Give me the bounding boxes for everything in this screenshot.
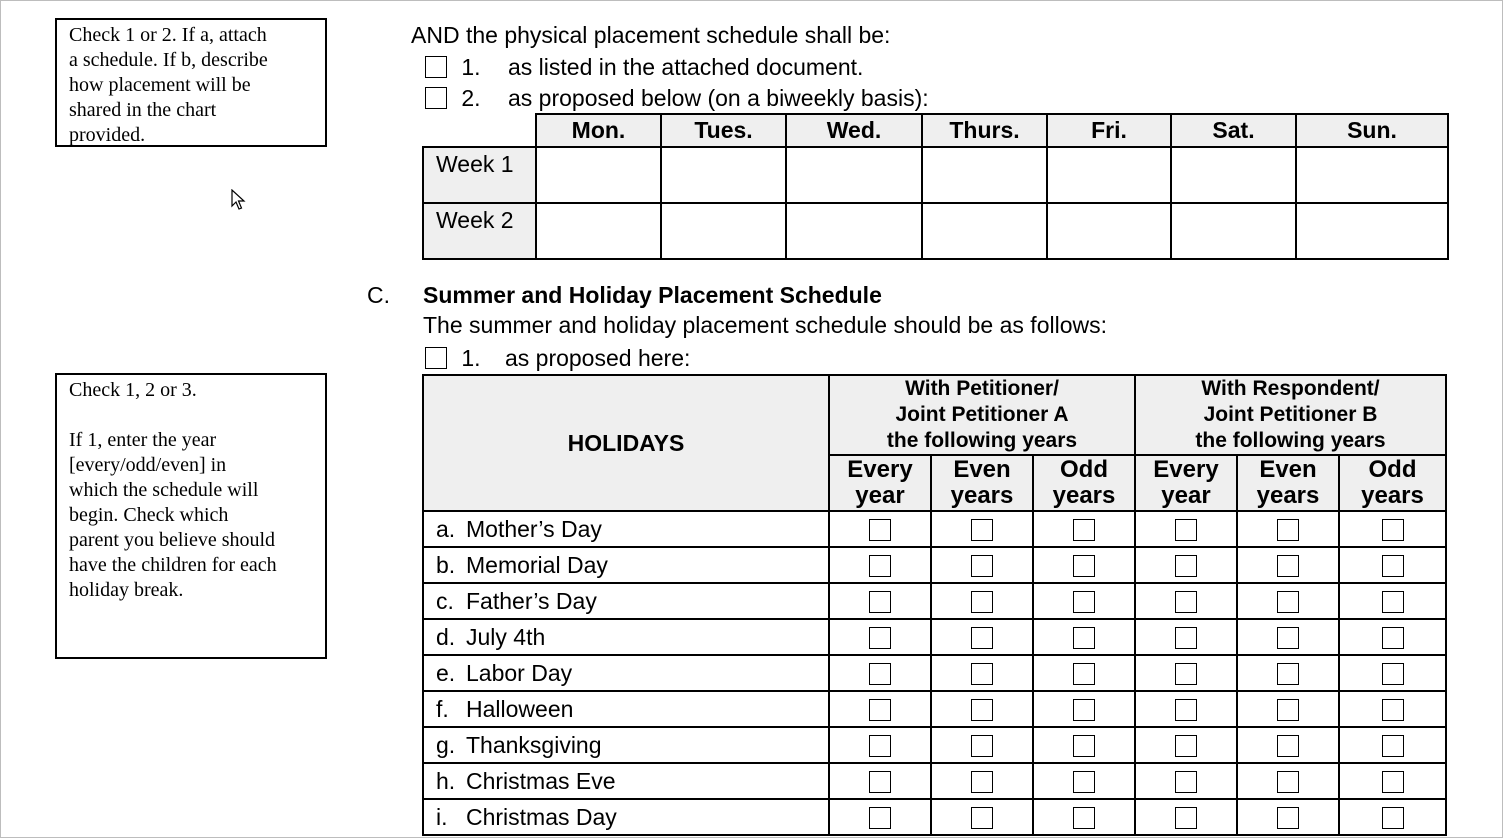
holiday-checkbox-cell [1135,727,1237,763]
holiday-name-cell [423,727,829,763]
physical-placement-intro: AND the physical placement schedule shall be: [411,22,891,48]
checkbox-even-years-b[interactable] [1277,627,1299,649]
holiday-row [423,547,1446,583]
schedule-cell[interactable] [536,203,661,259]
odd-years-header-a: Odd years [1033,455,1135,511]
checkbox-every-year-a[interactable] [869,735,891,757]
holiday-name: Christmas Eve [466,767,616,794]
holiday-checkbox-cell [931,727,1033,763]
holiday-checkbox-cell [1033,619,1135,655]
checkbox-odd-years-a[interactable] [1073,663,1095,685]
checkbox-odd-years-a[interactable] [1073,771,1095,793]
holiday-checkbox-cell [1033,583,1135,619]
checkbox-every-year-a[interactable] [869,807,891,829]
holiday-checkbox-cell [829,583,931,619]
holiday-row [423,655,1446,691]
holiday-checkbox-cell [931,583,1033,619]
holiday-checkbox-cell [1135,583,1237,619]
day-header: Thurs. [922,114,1047,147]
schedule-cell[interactable] [922,147,1047,203]
holiday-name: Christmas Day [466,803,617,830]
holiday-letter: f. [436,695,449,722]
checkbox-every-year-a[interactable] [869,627,891,649]
holiday-checkbox-cell [1237,655,1339,691]
checkbox-odd-years-b[interactable] [1382,699,1404,721]
section-c-option-1-checkbox[interactable] [425,347,447,369]
every-year-header-a: Every year [829,455,931,511]
checkbox-even-years-a[interactable] [971,699,993,721]
checkbox-even-years-b[interactable] [1277,735,1299,757]
checkbox-even-years-a[interactable] [971,663,993,685]
holiday-checkbox-cell [1237,727,1339,763]
holiday-checkbox-cell [1237,619,1339,655]
holiday-name: Father’s Day [466,587,597,614]
holiday-checkbox-cell [829,511,931,547]
checkbox-even-years-a[interactable] [971,735,993,757]
holiday-checkbox-cell [931,763,1033,799]
holiday-instruction-note: Check 1, 2 or 3. If 1, enter the year [every/odd/even] in which the schedule will begin. Check which parent you believe should have the children for each holiday break. [55,373,327,659]
holiday-checkbox-cell [1339,691,1446,727]
checkbox-odd-years-a[interactable] [1073,735,1095,757]
holiday-name: Labor Day [466,659,573,686]
day-header: Wed. [786,114,922,147]
holiday-checkbox-cell [1033,691,1135,727]
holiday-row [423,727,1446,763]
holiday-checkbox-cell [1033,547,1135,583]
holiday-checkbox-cell [1339,547,1446,583]
holiday-name-cell [423,619,829,655]
section-c-option-1-label: as proposed here: [504,345,691,371]
option-1-checkbox[interactable] [425,56,447,78]
checkbox-odd-years-a[interactable] [1073,699,1095,721]
holiday-checkbox-cell [829,727,931,763]
holiday-checkbox-cell [1339,799,1446,835]
checkbox-odd-years-a[interactable] [1073,555,1095,577]
holiday-checkbox-cell [1135,619,1237,655]
odd-years-header-b: Odd years [1339,455,1446,511]
checkbox-every-year-b[interactable] [1175,663,1197,685]
checkbox-every-year-a[interactable] [869,663,891,685]
week-label: Week 1 [423,147,536,203]
holiday-letter: c. [436,587,454,614]
holiday-checkbox-cell [1135,655,1237,691]
holiday-row [423,691,1446,727]
checkbox-odd-years-b[interactable] [1382,555,1404,577]
holiday-name: July 4th [466,623,546,650]
holiday-checkbox-cell [1237,799,1339,835]
checkbox-odd-years-b[interactable] [1382,627,1404,649]
holiday-name-cell [423,799,829,835]
schedule-cell[interactable] [1171,203,1296,259]
checkbox-even-years-b[interactable] [1277,591,1299,613]
checkbox-every-year-b[interactable] [1175,807,1197,829]
holiday-checkbox-cell [931,799,1033,835]
checkbox-every-year-a[interactable] [869,771,891,793]
schedule-cell[interactable] [1296,203,1448,259]
checkbox-every-year-b[interactable] [1175,627,1197,649]
holiday-checkbox-cell [1237,763,1339,799]
checkbox-every-year-b[interactable] [1175,591,1197,613]
checkbox-even-years-b[interactable] [1277,699,1299,721]
checkbox-odd-years-a[interactable] [1073,807,1095,829]
section-c-heading: Summer and Holiday Placement Schedule [423,282,882,308]
holiday-checkbox-cell [1339,655,1446,691]
physical-option-1 [425,54,864,81]
checkbox-every-year-a[interactable] [869,699,891,721]
holiday-name: Mother’s Day [466,515,602,542]
checkbox-every-year-b[interactable] [1175,519,1197,541]
mouse-pointer-icon [231,189,247,211]
holiday-checkbox-cell [1339,511,1446,547]
checkbox-even-years-b[interactable] [1277,555,1299,577]
holiday-row [423,799,1446,835]
schedule-cell[interactable] [536,147,661,203]
checkbox-even-years-a[interactable] [971,555,993,577]
schedule-cell[interactable] [1296,147,1448,203]
holiday-checkbox-cell [1033,655,1135,691]
checkbox-even-years-b[interactable] [1277,771,1299,793]
petitioner-b-header: With Respondent/ Joint Petitioner B the following years [1135,375,1446,455]
holiday-row [423,583,1446,619]
holiday-checkbox-cell [1339,763,1446,799]
holiday-checkbox-cell [931,511,1033,547]
even-years-header-a: Even years [931,455,1033,511]
holiday-checkbox-cell [1033,799,1135,835]
option-2-number: 2. [461,85,481,111]
holiday-letter: h. [436,767,456,794]
holiday-checkbox-cell [1135,691,1237,727]
holiday-row [423,619,1446,655]
holiday-letter: b. [436,551,456,578]
checkbox-odd-years-b[interactable] [1382,807,1404,829]
checkbox-even-years-a[interactable] [971,771,993,793]
holiday-name-cell [423,691,829,727]
schedule-cell[interactable] [922,203,1047,259]
holiday-name-cell [423,547,829,583]
checkbox-every-year-a[interactable] [869,591,891,613]
schedule-cell[interactable] [1047,203,1171,259]
holiday-checkbox-cell [829,799,931,835]
schedule-cell[interactable] [786,203,922,259]
holiday-name-cell [423,655,829,691]
checkbox-even-years-a[interactable] [971,519,993,541]
physical-option-2 [425,85,929,112]
week-label: Week 2 [423,203,536,259]
checkbox-even-years-b[interactable] [1277,519,1299,541]
holiday-schedule-table [422,374,1447,836]
checkbox-every-year-a[interactable] [869,519,891,541]
holiday-checkbox-cell [1135,799,1237,835]
holiday-checkbox-cell [1237,691,1339,727]
day-header: Mon. [536,114,661,147]
checkbox-even-years-b[interactable] [1277,663,1299,685]
every-year-header-b: Every year [1135,455,1237,511]
checkbox-even-years-a[interactable] [971,807,993,829]
checkbox-odd-years-b[interactable] [1382,771,1404,793]
holiday-checkbox-cell [1033,763,1135,799]
checkbox-odd-years-b[interactable] [1382,735,1404,757]
holiday-checkbox-cell [829,763,931,799]
holiday-letter: i. [436,803,448,830]
option-2-checkbox[interactable] [425,87,447,109]
holiday-checkbox-cell [931,655,1033,691]
schedule-cell[interactable] [661,147,786,203]
checkbox-every-year-a[interactable] [869,555,891,577]
day-header: Sun. [1296,114,1448,147]
holiday-checkbox-cell [1237,511,1339,547]
section-c-option-1-number: 1. [461,345,481,371]
checkbox-every-year-b[interactable] [1175,555,1197,577]
checkbox-even-years-a[interactable] [971,627,993,649]
holidays-header: HOLIDAYS [423,375,829,511]
checkbox-even-years-a[interactable] [971,591,993,613]
petitioner-a-header: With Petitioner/ Joint Petitioner A the following years [829,375,1135,455]
schedule-cell[interactable] [786,147,922,203]
holiday-checkbox-cell [1339,583,1446,619]
holiday-name: Thanksgiving [466,731,602,758]
holiday-row [423,511,1446,547]
holiday-name-cell [423,583,829,619]
holiday-checkbox-cell [1135,511,1237,547]
holiday-checkbox-cell [829,691,931,727]
day-header: Sat. [1171,114,1296,147]
schedule-cell[interactable] [1171,147,1296,203]
option-2-label: as proposed below (on a biweekly basis): [508,85,929,111]
holiday-checkbox-cell [1033,727,1135,763]
checkbox-every-year-b[interactable] [1175,771,1197,793]
schedule-cell[interactable] [661,203,786,259]
checkbox-every-year-b[interactable] [1175,699,1197,721]
checkbox-odd-years-a[interactable] [1073,519,1095,541]
holiday-name-cell [423,511,829,547]
holiday-checkbox-cell [931,691,1033,727]
schedule-instruction-note: Check 1 or 2. If a, attach a schedule. If b, describe how placement will be shared in the chart provided. [55,18,327,147]
holiday-name: Halloween [466,695,574,722]
checkbox-odd-years-b[interactable] [1382,519,1404,541]
holiday-letter: g. [436,731,456,758]
option-1-number: 1. [461,54,481,80]
holiday-checkbox-cell [1135,763,1237,799]
section-c-intro: The summer and holiday placement schedule should be as follows: [423,312,1107,338]
day-header: Fri. [1047,114,1171,147]
holiday-checkbox-cell [1339,619,1446,655]
checkbox-odd-years-a[interactable] [1073,627,1095,649]
holiday-checkbox-cell [829,547,931,583]
holiday-checkbox-cell [1135,547,1237,583]
schedule-cell[interactable] [1047,147,1171,203]
checkbox-odd-years-b[interactable] [1382,663,1404,685]
even-years-header-b: Even years [1237,455,1339,511]
option-1-label: as listed in the attached document. [508,54,864,80]
section-c-letter: C. [367,282,390,308]
holiday-checkbox-cell [931,547,1033,583]
table-corner [423,114,536,147]
day-header: Tues. [661,114,786,147]
holiday-checkbox-cell [1237,547,1339,583]
biweekly-schedule-table [422,113,1449,260]
checkbox-odd-years-a[interactable] [1073,591,1095,613]
checkbox-even-years-b[interactable] [1277,807,1299,829]
checkbox-odd-years-b[interactable] [1382,591,1404,613]
checkbox-every-year-b[interactable] [1175,735,1197,757]
holiday-checkbox-cell [1237,583,1339,619]
holiday-name: Memorial Day [466,551,608,578]
holiday-letter: a. [436,515,456,542]
holiday-checkbox-cell [829,655,931,691]
holiday-checkbox-cell [931,619,1033,655]
holiday-checkbox-cell [1033,511,1135,547]
holiday-checkbox-cell [829,619,931,655]
holiday-name-cell [423,763,829,799]
holiday-checkbox-cell [1339,727,1446,763]
section-c-option-1 [425,345,690,372]
holiday-letter: d. [436,623,456,650]
holiday-letter: e. [436,659,456,686]
holiday-row [423,763,1446,799]
